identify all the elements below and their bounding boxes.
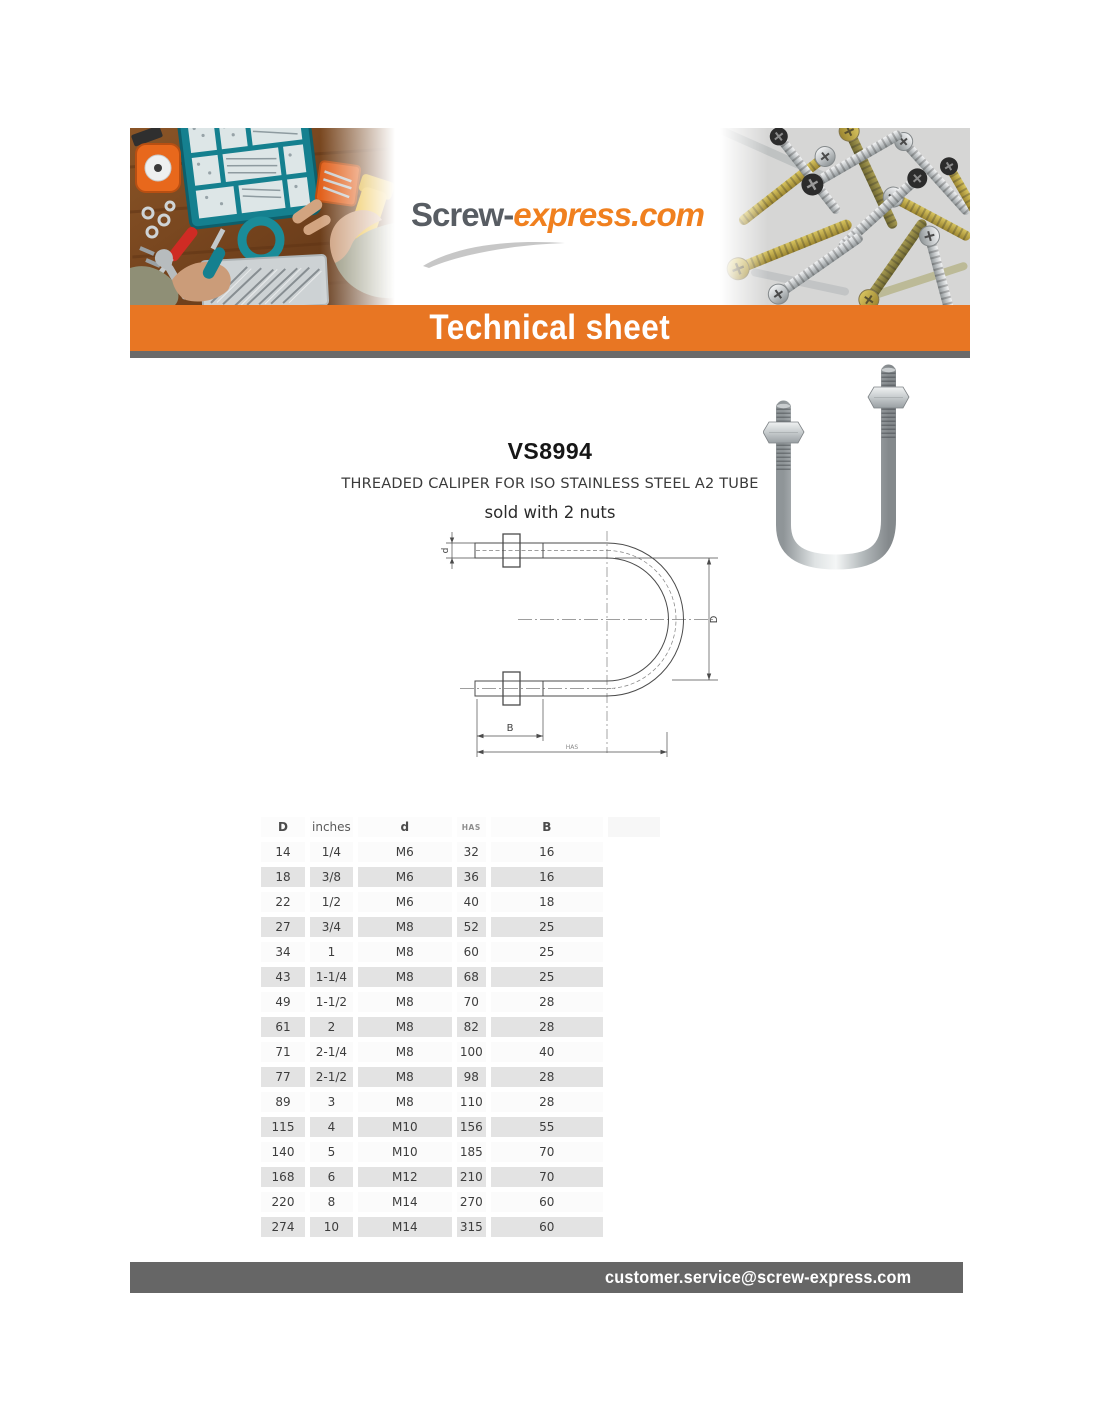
table-cell: M14: [358, 1217, 452, 1237]
hex-nut: [763, 422, 804, 443]
table-cell: 6: [310, 1167, 353, 1187]
header: [130, 128, 970, 305]
table-cell: 25: [491, 917, 603, 937]
table-cell: [608, 1167, 660, 1187]
table-cell: 18: [261, 867, 305, 887]
logo-text: [411, 196, 704, 234]
table-cell: 274: [261, 1217, 305, 1237]
table-row: [261, 892, 660, 912]
table-cell: 115: [261, 1117, 305, 1137]
table-cell: 40: [491, 1042, 603, 1062]
table-cell: 60: [457, 942, 486, 962]
table-cell: 77: [261, 1067, 305, 1087]
table-cell: 210: [457, 1167, 486, 1187]
u-bolt-drawing: [440, 525, 740, 780]
column-header: [608, 817, 660, 837]
table-cell: [608, 992, 660, 1012]
table-cell: 1: [310, 942, 353, 962]
table-cell: M8: [358, 967, 452, 987]
footer: [130, 1262, 963, 1293]
table-cell: M8: [358, 1067, 452, 1087]
table-cell: 315: [457, 1217, 486, 1237]
table-cell: 140: [261, 1142, 305, 1162]
table-cell: 156: [457, 1117, 486, 1137]
table-cell: [608, 917, 660, 937]
spec-table: [256, 812, 665, 1242]
workbench-photo-art: [130, 128, 395, 305]
table-cell: 168: [261, 1167, 305, 1187]
table-cell: 28: [491, 1017, 603, 1037]
table-cell: [608, 1142, 660, 1162]
table-cell: 49: [261, 992, 305, 1012]
technical-drawing: [440, 525, 740, 780]
sheet-content: [130, 128, 970, 1293]
table-row: [261, 1167, 660, 1187]
product-code: VS8994: [507, 438, 593, 464]
column-header: d: [358, 817, 452, 837]
table-cell: [608, 1067, 660, 1087]
table-cell: 3/8: [310, 867, 353, 887]
table-cell: 60: [491, 1192, 603, 1212]
table-row: [261, 1192, 660, 1212]
table-row: [261, 1142, 660, 1162]
table-cell: M10: [358, 1117, 452, 1137]
table-cell: [608, 892, 660, 912]
table-cell: 27: [261, 917, 305, 937]
product-description: THREADED CALIPER FOR ISO STAINLESS STEEL A2 TUBE: [341, 476, 759, 492]
table-cell: 4: [310, 1117, 353, 1137]
table-cell: [608, 967, 660, 987]
table-cell: M8: [358, 917, 452, 937]
banner: [130, 305, 970, 351]
table-row: [261, 917, 660, 937]
table-cell: M8: [358, 942, 452, 962]
table-cell: 28: [491, 992, 603, 1012]
table-cell: M8: [358, 1017, 452, 1037]
divider-bar: [130, 351, 970, 358]
table-cell: 1-1/2: [310, 992, 353, 1012]
table-cell: [608, 867, 660, 887]
table-cell: M14: [358, 1192, 452, 1212]
workbench-photo: [130, 128, 395, 305]
table-cell: 25: [491, 967, 603, 987]
table-row: [261, 1017, 660, 1037]
banner-title: Technical sheet: [429, 308, 671, 347]
table-cell: [608, 1042, 660, 1062]
table-row: [261, 867, 660, 887]
table-cell: 22: [261, 892, 305, 912]
table-cell: 16: [491, 867, 603, 887]
column-header: inches: [310, 817, 353, 837]
table-cell: M6: [358, 867, 452, 887]
table-cell: 28: [491, 1067, 603, 1087]
table-cell: M8: [358, 1092, 452, 1112]
table-cell: M12: [358, 1167, 452, 1187]
column-header: HAS: [457, 817, 486, 837]
product-photo: [763, 360, 965, 572]
table-cell: 70: [491, 1167, 603, 1187]
table-cell: M6: [358, 892, 452, 912]
table-header-row: [261, 817, 660, 837]
table-cell: 220: [261, 1192, 305, 1212]
table-cell: 70: [457, 992, 486, 1012]
dimension-label-D: D: [709, 615, 720, 624]
table-cell: 3/4: [310, 917, 353, 937]
table-cell: 5: [310, 1142, 353, 1162]
table-cell: 185: [457, 1142, 486, 1162]
table-cell: [608, 1017, 660, 1037]
table-cell: 3: [310, 1092, 353, 1112]
logo-swoosh: [419, 236, 569, 268]
table-cell: 14: [261, 842, 305, 862]
column-header: D: [261, 817, 305, 837]
table-cell: 43: [261, 967, 305, 987]
table-cell: 16: [491, 842, 603, 862]
table-cell: 1-1/4: [310, 967, 353, 987]
table-row: [261, 967, 660, 987]
table-cell: 34: [261, 942, 305, 962]
table-cell: 70: [491, 1142, 603, 1162]
table-cell: 25: [491, 942, 603, 962]
table-row: [261, 1117, 660, 1137]
table-row: [261, 1042, 660, 1062]
table-cell: 61: [261, 1017, 305, 1037]
table-row: [261, 842, 660, 862]
table-cell: M8: [358, 992, 452, 1012]
table-cell: 1/4: [310, 842, 353, 862]
logo-express: express.com: [513, 196, 705, 233]
table-cell: 18: [491, 892, 603, 912]
table-cell: 100: [457, 1042, 486, 1062]
table-cell: 270: [457, 1192, 486, 1212]
table-cell: 28: [491, 1092, 603, 1112]
table-cell: 52: [457, 917, 486, 937]
table-row: [261, 1067, 660, 1087]
product-section: [130, 358, 970, 798]
table-row: [261, 942, 660, 962]
table-cell: M10: [358, 1142, 452, 1162]
table-cell: 36: [457, 867, 486, 887]
table-cell: 60: [491, 1217, 603, 1237]
table-cell: M6: [358, 842, 452, 862]
logo: [395, 128, 720, 305]
dimension-label-HAS: HAS: [565, 744, 579, 751]
table-cell: 89: [261, 1092, 305, 1112]
table-cell: [608, 1192, 660, 1212]
u-bolt-photo-art: [763, 360, 965, 572]
table-cell: 82: [457, 1017, 486, 1037]
table-cell: 2-1/4: [310, 1042, 353, 1062]
dimension-label-d: d: [441, 547, 451, 554]
table-cell: 1/2: [310, 892, 353, 912]
table-cell: [608, 1117, 660, 1137]
table-cell: 110: [457, 1092, 486, 1112]
table-cell: 68: [457, 967, 486, 987]
screw-pile-art: [720, 128, 970, 305]
hex-nut: [868, 387, 909, 408]
table-cell: [608, 942, 660, 962]
table-cell: 32: [457, 842, 486, 862]
table-cell: 55: [491, 1117, 603, 1137]
table-cell: [608, 842, 660, 862]
table-cell: 71: [261, 1042, 305, 1062]
table-cell: 8: [310, 1192, 353, 1212]
dimension-label-B: B: [506, 723, 514, 734]
table-cell: 40: [457, 892, 486, 912]
footer-email: customer.service@screw-express.com: [604, 1267, 911, 1287]
table-cell: 10: [310, 1217, 353, 1237]
table-cell: 2: [310, 1017, 353, 1037]
table-row: [261, 1092, 660, 1112]
column-header: B: [491, 817, 603, 837]
spec-table-body: [261, 842, 660, 1237]
table-cell: [608, 1092, 660, 1112]
table-cell: M8: [358, 1042, 452, 1062]
table-cell: 2-1/2: [310, 1067, 353, 1087]
screw-pile-photo: [720, 128, 970, 305]
logo-screw: Screw-: [410, 196, 514, 233]
table-cell: [608, 1217, 660, 1237]
product-note: sold with 2 nuts: [484, 503, 616, 522]
table-cell: 98: [457, 1067, 486, 1087]
table-row: [261, 1217, 660, 1237]
table-row: [261, 992, 660, 1012]
